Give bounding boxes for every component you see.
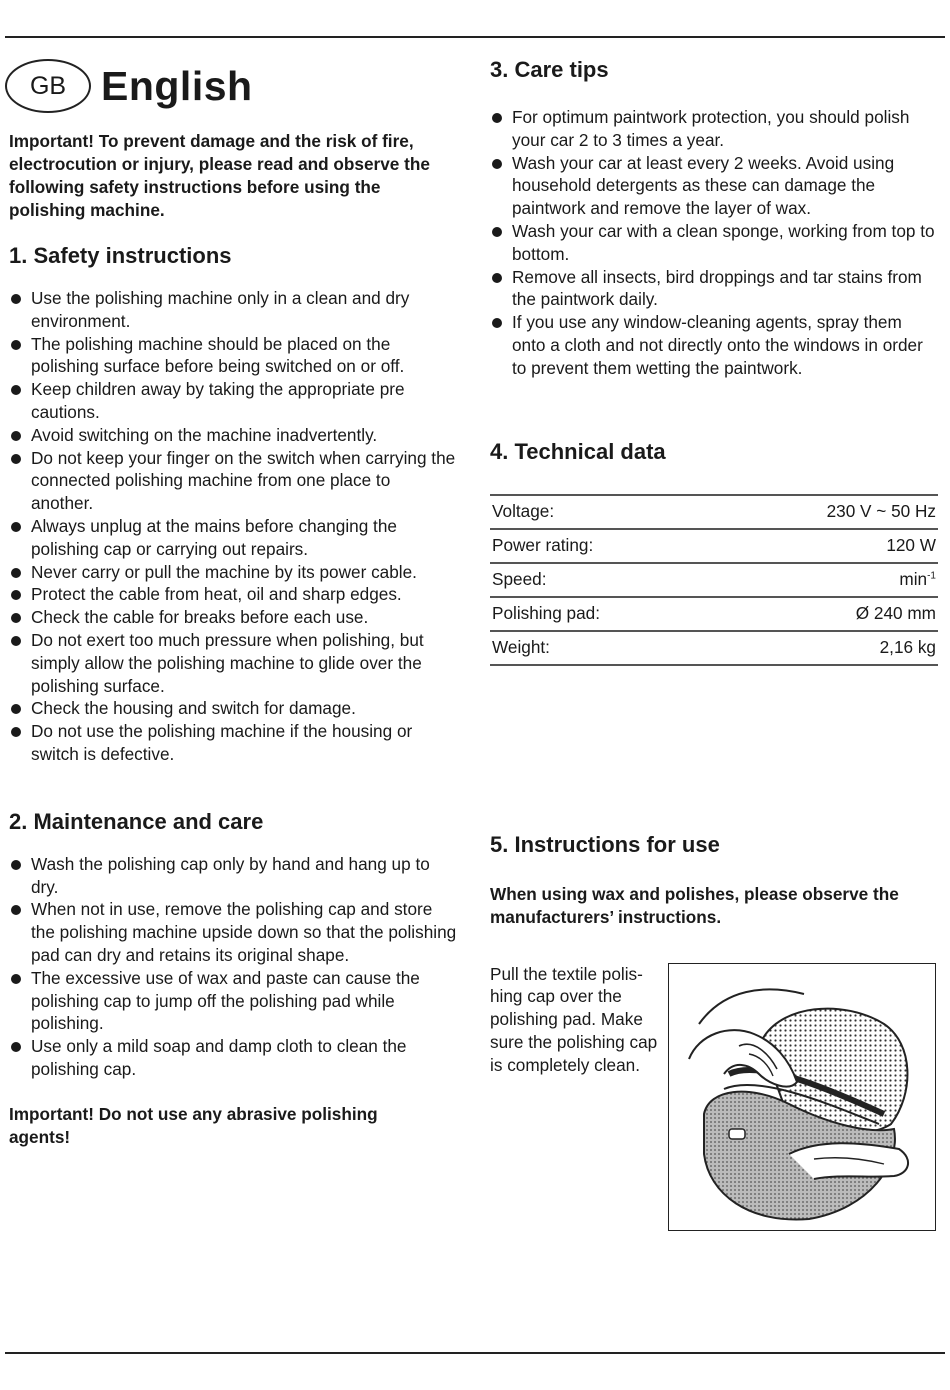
top-rule [5, 36, 945, 38]
list-item: Never carry or pull the machine by its power cable. [9, 561, 457, 584]
list-item: Wash your car at least every 2 weeks. Avoid using household detergents as these can damage the paintwork and remove the layer of wax. [490, 152, 940, 220]
row-value: 120 W [713, 529, 938, 563]
list-item: Wash your car with a clean sponge, working from top to bottom. [490, 220, 940, 266]
list-item: Use only a mild soap and damp cloth to clean the polishing cap. [9, 1035, 457, 1081]
polishing-illustration [668, 963, 936, 1231]
row-label: Voltage: [490, 495, 713, 529]
row-label: Speed: [490, 563, 713, 597]
list-item: For optimum paintwork protection, you should polish your car 2 to 3 times a year. [490, 106, 940, 152]
row-value [713, 563, 938, 597]
speed-unit: min [899, 569, 928, 590]
usage-text: Pull the textile polis-hing cap over the polishing pad. Make sure the polishing cap is completely clean. [490, 963, 658, 1075]
maintenance-list [9, 853, 457, 1081]
right-column [490, 56, 940, 1233]
table-row [490, 529, 938, 563]
list-item: Remove all insects, bird droppings and tar stains from the paintwork daily. [490, 266, 940, 312]
usage-block [490, 963, 940, 1233]
polisher-icon [669, 964, 934, 1229]
list-item: Keep children away by taking the appropriate pre cautions. [9, 378, 457, 424]
usage-heading: 5. Instructions for use [490, 831, 720, 857]
list-item: If you use any window-cleaning agents, spray them onto a cloth and not directly onto the windows in order to prevent them wetting the paintwork. [490, 311, 940, 379]
maintenance-heading: 2. Maintenance and care [9, 808, 264, 834]
row-value: 2,16 kg [713, 631, 938, 665]
list-item: When not in use, remove the polishing cap and store the polishing machine upside down so that the polishing pad can dry and retains its original shape. [9, 898, 457, 966]
row-label: Power rating: [490, 529, 713, 563]
row-value: 230 V ~ 50 Hz [713, 495, 938, 529]
list-item: The polishing machine should be placed on the polishing surface before being switched on or off. [9, 333, 457, 379]
row-label: Polishing pad: [490, 597, 713, 631]
list-item: Do not use the polishing machine if the housing or switch is defective. [9, 720, 457, 766]
table-row [490, 597, 938, 631]
country-badge: GB [5, 59, 91, 113]
table-row [490, 631, 938, 665]
left-column [9, 56, 457, 1149]
list-item: Check the housing and switch for damage. [9, 697, 457, 720]
list-item: Always unplug at the mains before changing the polishing cap or carrying out repairs. [9, 515, 457, 561]
list-item: Check the cable for breaks before each use. [9, 606, 457, 629]
list-item: Do not keep your finger on the switch when carrying the connected polishing machine from one place to another. [9, 447, 457, 515]
language-title: English [101, 62, 253, 109]
list-item: Use the polishing machine only in a clean and dry environment. [9, 287, 457, 333]
care-heading: 3. Care tips [490, 57, 609, 82]
row-label: Weight: [490, 631, 713, 665]
language-header [9, 56, 457, 116]
speed-superscript: -1 [927, 570, 936, 582]
abrasive-warning: Important! Do not use any abrasive polishing agents! [9, 1103, 378, 1147]
table-row [490, 563, 938, 597]
care-list [490, 106, 940, 380]
safety-heading: 1. Safety instructions [9, 243, 232, 268]
list-item: Wash the polishing cap only by hand and hang up to dry. [9, 853, 457, 899]
list-item: Protect the cable from heat, oil and sharp edges. [9, 583, 457, 606]
bottom-rule [5, 1352, 945, 1354]
list-item: The excessive use of wax and paste can cause the polishing cap to jump off the polishing pad while polishing. [9, 967, 457, 1035]
list-item: Do not exert too much pressure when polishing, but simply allow the polishing machine to glide over the polishing surface. [9, 629, 457, 697]
list-item: Avoid switching on the machine inadvertently. [9, 424, 457, 447]
table-row [490, 495, 938, 529]
technical-heading: 4. Technical data [490, 438, 666, 464]
intro-warning: Important! To prevent damage and the risk of fire, electrocution or injury, please read and observe the following safety instructions before using the polishing machine. [9, 131, 430, 220]
row-value: Ø 240 mm [713, 597, 938, 631]
safety-list [9, 287, 457, 766]
usage-note: When using wax and polishes, please observe the manufacturers’ instructions. [490, 883, 899, 927]
technical-table [490, 494, 938, 666]
